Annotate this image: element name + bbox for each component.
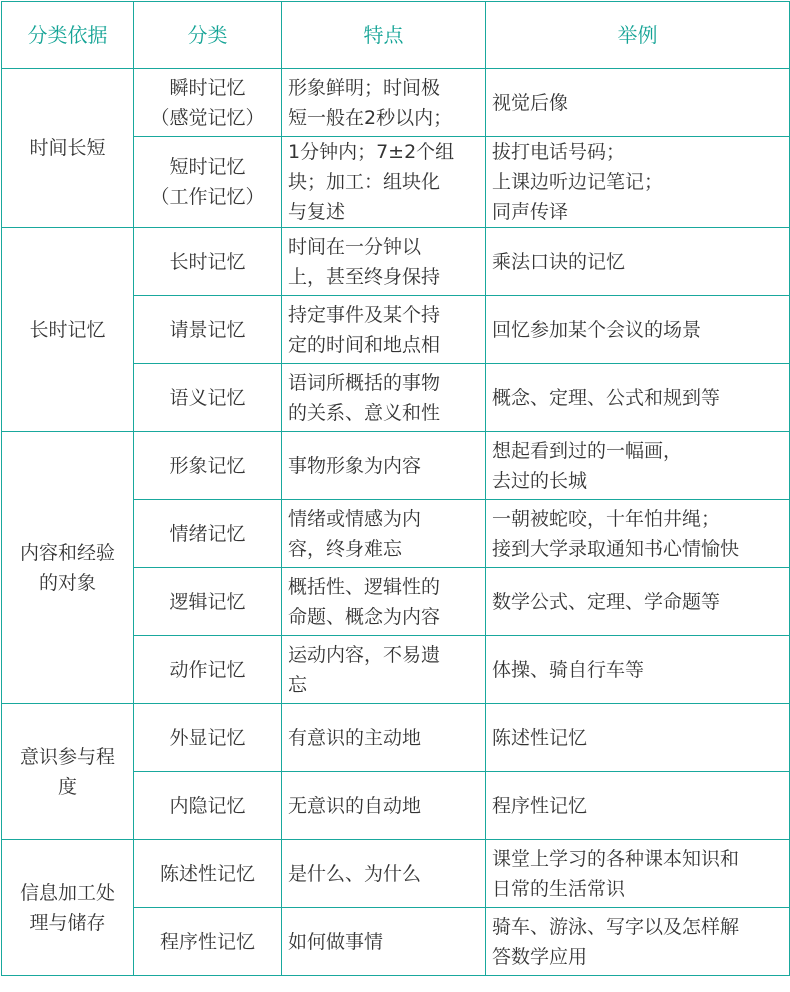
header-example: 举例 <box>486 2 790 69</box>
category-cell <box>134 228 282 296</box>
feature-cell-line: 上，甚至终身保持 <box>288 265 441 288</box>
category-cell <box>134 137 282 228</box>
table-row <box>2 69 790 137</box>
feature-cell-line: 忘 <box>288 673 308 696</box>
group-basis-cell-line: 理与储存 <box>29 911 106 934</box>
category-cell-line: 请景记忆 <box>169 318 246 341</box>
feature-cell-line: 概括性、逻辑性的 <box>288 575 441 598</box>
group-basis-cell <box>2 704 134 840</box>
example-cell <box>486 568 790 636</box>
feature-cell <box>282 772 486 840</box>
feature-cell <box>282 568 486 636</box>
example-cell <box>486 364 790 432</box>
category-cell-line: 外显记忆 <box>169 726 246 749</box>
group-basis-cell <box>2 69 134 228</box>
feature-cell-line: 时间在一分钟以 <box>288 235 422 258</box>
category-cell-line: 内隐记忆 <box>169 794 246 817</box>
table-row <box>2 840 790 908</box>
feature-cell-line: 无意识的自动地 <box>288 794 422 817</box>
category-cell-line: 陈述性记忆 <box>159 862 255 885</box>
category-cell-line: 动作记忆 <box>169 658 246 681</box>
example-cell-line: 上课边听边记笔记； <box>492 171 664 193</box>
category-cell-line: 长时记忆 <box>169 250 246 273</box>
example-cell-line: 去过的长城 <box>492 469 588 492</box>
example-cell <box>486 772 790 840</box>
header-category: 分类 <box>134 2 282 69</box>
example-cell-line: 课堂上学习的各种课本知识和 <box>492 847 740 870</box>
category-cell <box>134 568 282 636</box>
group-basis-cell-line: 度 <box>57 775 77 798</box>
feature-cell <box>282 228 486 296</box>
example-cell-line: 拔打电话号码； <box>492 141 626 163</box>
feature-cell-line: 情绪或情感为内 <box>288 507 422 530</box>
example-cell <box>486 500 790 568</box>
table-row <box>2 432 790 500</box>
category-cell <box>134 840 282 908</box>
example-cell-line: 陈述性记忆 <box>492 726 588 749</box>
category-cell-line: 形象记忆 <box>169 454 246 477</box>
table-body <box>2 69 790 976</box>
feature-cell <box>282 296 486 364</box>
category-cell-line: 短时记忆 <box>169 156 246 178</box>
category-cell <box>134 296 282 364</box>
category-cell-line: 瞬时记忆 <box>169 76 246 99</box>
category-cell-line: 语义记忆 <box>169 386 246 409</box>
feature-cell-line: 如何做事情 <box>288 930 384 953</box>
feature-cell <box>282 500 486 568</box>
feature-cell-line: 块；加工：组块化 <box>288 171 441 193</box>
example-cell <box>486 432 790 500</box>
example-cell-line: 概念、定理、公式和规到等 <box>492 386 721 409</box>
example-cell-line: 视觉后像 <box>492 91 569 114</box>
example-cell <box>486 69 790 137</box>
example-cell <box>486 636 790 704</box>
header-basis: 分类依据 <box>2 2 134 69</box>
example-cell-line: 回忆参加某个会议的场景 <box>492 318 702 341</box>
example-cell-line: 一朝被蛇咬，十年怕井绳； <box>492 507 721 530</box>
example-cell-line: 体操、骑自行车等 <box>492 658 645 681</box>
category-cell <box>134 908 282 976</box>
header-feature: 特点 <box>282 2 486 69</box>
feature-cell-line: 语词所概括的事物 <box>288 371 441 394</box>
example-cell-line: 程序性记忆 <box>492 794 588 817</box>
category-cell-line: 情绪记忆 <box>169 522 246 545</box>
group-basis-cell-line: 信息加工处 <box>19 881 115 904</box>
example-cell <box>486 228 790 296</box>
header-row <box>2 2 790 69</box>
example-cell <box>486 704 790 772</box>
example-cell-line: 乘法口诀的记忆 <box>492 250 626 273</box>
example-cell <box>486 908 790 976</box>
example-cell-line: 数学公式、定理、学命题等 <box>492 590 721 613</box>
example-cell <box>486 840 790 908</box>
feature-cell-line: 容，终身难忘 <box>288 537 403 560</box>
feature-cell <box>282 704 486 772</box>
category-cell-line: 逻辑记忆 <box>169 590 246 613</box>
feature-cell-line: 1分钟内；7±2个组 <box>288 141 455 163</box>
feature-cell <box>282 840 486 908</box>
example-cell-line: 日常的生活常识 <box>492 877 626 900</box>
table-row <box>2 704 790 772</box>
feature-cell-line: 持定事件及某个持 <box>288 303 441 326</box>
example-cell-line: 答数学应用 <box>492 945 588 968</box>
feature-cell-line: 的关系、意义和性 <box>288 401 441 424</box>
feature-cell <box>282 137 486 228</box>
category-cell <box>134 636 282 704</box>
group-basis-cell-line: 意识参与程 <box>19 745 115 768</box>
group-basis-cell-line: 的对象 <box>38 571 96 594</box>
feature-cell-line: 与复述 <box>288 201 346 223</box>
example-cell-line: 同声传译 <box>492 201 569 223</box>
category-cell <box>134 432 282 500</box>
feature-cell-line: 事物形象为内容 <box>288 454 422 477</box>
memory-classification-table <box>1 1 790 976</box>
feature-cell-line: 有意识的主动地 <box>288 726 422 749</box>
feature-cell <box>282 364 486 432</box>
category-cell <box>134 704 282 772</box>
example-cell-line: 骑车、游泳、写字以及怎样解 <box>492 915 740 938</box>
feature-cell <box>282 908 486 976</box>
example-cell-line: 接到大学录取通知书心情愉快 <box>492 537 740 560</box>
feature-cell <box>282 432 486 500</box>
feature-cell-line: 定的时间和地点相 <box>288 333 441 356</box>
example-cell-line: 想起看到过的一幅画， <box>492 439 683 462</box>
table-row <box>2 228 790 296</box>
group-basis-cell-line: 长时记忆 <box>29 318 106 341</box>
category-cell <box>134 364 282 432</box>
category-cell <box>134 772 282 840</box>
category-cell <box>134 69 282 137</box>
feature-cell-line: 命题、概念为内容 <box>288 605 441 628</box>
feature-cell-line: 是什么、为什么 <box>288 862 422 885</box>
category-cell <box>134 500 282 568</box>
feature-cell <box>282 69 486 137</box>
feature-cell-line: 形象鲜明；时间极 <box>288 76 441 99</box>
feature-cell-line: 运动内容，不易遗 <box>288 643 441 666</box>
group-basis-cell-line: 内容和经验 <box>19 541 115 564</box>
group-basis-cell <box>2 432 134 704</box>
group-basis-cell-line: 时间长短 <box>29 137 106 159</box>
group-basis-cell <box>2 840 134 976</box>
group-basis-cell <box>2 228 134 432</box>
category-cell-line: （感觉记忆） <box>150 106 265 129</box>
feature-cell-line: 短一般在2秒以内； <box>288 106 453 129</box>
example-cell <box>486 296 790 364</box>
category-cell-line: （工作记忆） <box>150 186 265 208</box>
category-cell-line: 程序性记忆 <box>159 930 255 953</box>
example-cell <box>486 137 790 228</box>
feature-cell <box>282 636 486 704</box>
